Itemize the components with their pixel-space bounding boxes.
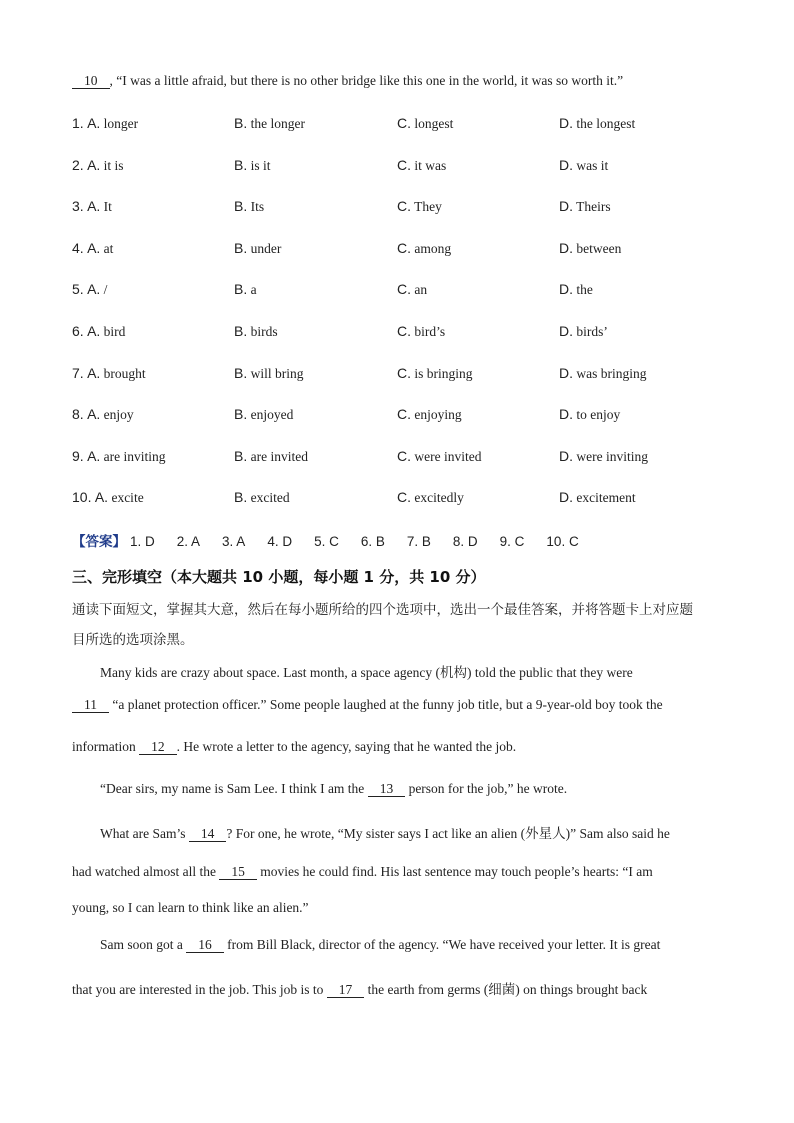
option-letter: D. (559, 115, 573, 131)
option-letter: A. (87, 115, 101, 131)
option-letter: A. (87, 406, 101, 423)
option-text: are invited (250, 448, 308, 464)
passage-text: “Dear sirs, my name is Sam Lee. I think I am the (100, 781, 365, 796)
blank-12: 12 (139, 740, 177, 755)
option-b (234, 323, 278, 340)
answer-item: 6. B (360, 534, 385, 549)
question-number: 9. (72, 447, 84, 464)
passage-text: had watched almost all the (72, 864, 216, 879)
option-text: an (414, 282, 428, 298)
option-letter: C. (397, 281, 411, 298)
option-a (72, 448, 166, 465)
option-d (559, 406, 620, 423)
option-letter: D. (559, 198, 573, 215)
option-c (397, 365, 473, 382)
answer-tag: 【答案】 (72, 534, 126, 549)
instruction-line-1: 通读下面短文，掌握其大意，然后在每小题所给的四个选项中，选出一个最佳答案，并将答题卡上对应题 (72, 602, 693, 618)
option-b (234, 406, 293, 423)
option-row (72, 157, 732, 177)
option-letter: A. (87, 198, 101, 215)
option-letter: C. (397, 239, 411, 256)
passage-text: the earth from germs (细菌) on things brought back (367, 982, 648, 997)
option-a (72, 489, 144, 506)
option-text: it was (414, 157, 447, 173)
option-text: between (576, 240, 622, 256)
option-c (397, 489, 464, 506)
passage-line-3 (72, 739, 516, 755)
option-text: the longer (250, 116, 305, 131)
option-text: bird’s (414, 324, 446, 339)
passage-line-7: young, so I can learn to think like an alien.” (72, 900, 309, 915)
option-text: excitement (576, 490, 636, 506)
option-letter: B. (234, 364, 248, 381)
option-letter: A. (94, 489, 109, 506)
passage-text: ? For one, he wrote, “My sister says I act like an alien (外星人)” Sam also said he (226, 826, 670, 841)
option-row (72, 281, 732, 301)
question-number: 10. (72, 489, 92, 506)
option-letter: B. (234, 115, 248, 131)
intro-text: , “I was a little afraid, but there is no other bridge like this one in the world, it was so worth it.” (109, 73, 624, 88)
option-letter: C. (397, 406, 411, 423)
question-number: 8. (72, 406, 84, 423)
option-c (397, 198, 442, 215)
option-d (559, 198, 611, 215)
answer-item: 5. C (314, 534, 339, 549)
passage-text: Sam soon got a (100, 937, 183, 952)
option-text: was bringing (576, 365, 647, 381)
option-d (559, 240, 621, 257)
blank-10: 10 (72, 74, 110, 89)
option-letter: B. (234, 489, 248, 506)
option-c (397, 157, 446, 174)
passage-line-1: Many kids are crazy about space. Last month, a space agency (机构) told the public that they were (100, 665, 633, 680)
option-b (234, 489, 290, 506)
option-c (397, 406, 462, 423)
option-row (72, 115, 732, 135)
option-a (72, 281, 107, 298)
option-letter: A. (87, 156, 101, 173)
option-row (72, 323, 732, 343)
passage-text: “a planet protection officer.” Some people laughed at the funny job title, but a 9-year-old boy took the (112, 697, 663, 712)
blank-13: 13 (368, 782, 406, 797)
passage-text: What are Sam’s (100, 826, 186, 841)
option-d (559, 365, 647, 382)
passage-line-8 (72, 937, 660, 953)
answer-item: 3. A (222, 534, 246, 549)
passage-text: information (72, 739, 136, 754)
option-a (72, 323, 125, 340)
blank-16: 16 (186, 938, 224, 953)
option-letter: B. (234, 406, 248, 423)
option-text: were invited (414, 448, 482, 464)
option-text: / (103, 282, 108, 298)
option-d (559, 115, 635, 132)
question-number: 2. (72, 156, 84, 173)
option-text: is bringing (414, 365, 473, 381)
intro-line (72, 73, 734, 89)
blank-17: 17 (327, 983, 365, 998)
option-row (72, 198, 732, 218)
option-c (397, 323, 445, 340)
answer-item: 8. D (452, 534, 478, 549)
option-letter: B. (234, 281, 248, 298)
passage-text: . He wrote a letter to the agency, saying that he wanted the job. (176, 739, 517, 754)
passage-text: movies he could find. His last sentence may touch people’s hearts: “I am (260, 864, 653, 879)
answer-line (72, 530, 601, 550)
option-row (72, 406, 732, 426)
option-text: were inviting (576, 448, 648, 464)
option-text: They (414, 199, 442, 215)
option-text: longer (103, 116, 139, 131)
passage-line-5 (72, 822, 670, 842)
option-text: enjoyed (250, 407, 294, 423)
question-number: 3. (72, 198, 84, 215)
option-text: enjoy (103, 407, 134, 423)
section-title: 三、完形填空（本大题共 10 小题，每小题 1 分，共 10 分） (72, 568, 486, 586)
option-d (559, 448, 648, 465)
option-text: birds (250, 324, 278, 339)
question-number: 5. (72, 281, 84, 298)
option-a (72, 198, 112, 215)
option-letter: D. (559, 156, 573, 173)
option-b (234, 115, 305, 132)
answer-item: 7. B (406, 534, 431, 549)
option-b (234, 365, 303, 382)
option-text: under (250, 240, 282, 256)
option-letter: B. (234, 156, 248, 173)
option-letter: D. (559, 364, 573, 381)
passage-text: person for the job,” he wrote. (408, 781, 568, 796)
option-a (72, 240, 113, 257)
option-text: to enjoy (576, 407, 621, 423)
option-text: longest (414, 116, 454, 131)
option-b (234, 157, 271, 174)
instruction-line-2: 目所选的选项涂黑。 (72, 632, 194, 648)
passage-line-2 (72, 697, 663, 713)
option-text: among (414, 240, 452, 256)
answer-item: 9. C (499, 534, 525, 549)
option-d (559, 157, 608, 174)
option-a (72, 365, 146, 382)
option-letter: A. (87, 447, 101, 464)
option-letter: B. (234, 323, 248, 339)
passage-line-9 (72, 978, 647, 998)
option-c (397, 115, 453, 132)
option-text: will bring (250, 365, 304, 381)
option-row (72, 489, 732, 509)
option-row (72, 448, 732, 468)
option-text: excitedly (414, 490, 464, 506)
option-letter: C. (397, 323, 411, 339)
option-text: excite (111, 490, 144, 506)
option-a (72, 115, 138, 132)
option-d (559, 323, 608, 340)
option-letter: A. (87, 239, 101, 256)
answer-items (126, 534, 601, 549)
passage-line-6 (72, 864, 653, 880)
option-d (559, 489, 636, 506)
option-b (234, 198, 264, 215)
question-number: 6. (72, 323, 84, 339)
option-row (72, 240, 732, 260)
option-text: is it (250, 157, 271, 173)
option-text: it is (103, 157, 124, 173)
option-text: a (250, 282, 257, 298)
option-letter: A. (87, 364, 101, 381)
passage-text: from Bill Black, director of the agency. “We have received your letter. It is great (227, 937, 661, 952)
option-letter: A. (87, 323, 101, 339)
option-letter: D. (559, 323, 573, 339)
option-d (559, 281, 593, 298)
blank-14: 14 (189, 827, 227, 842)
option-b (234, 448, 308, 465)
option-letter: C. (397, 198, 411, 215)
answer-item: 2. A (176, 534, 201, 549)
option-text: the (576, 282, 593, 298)
option-text: excited (250, 490, 290, 506)
option-text: Theirs (576, 199, 611, 215)
question-number: 1. (72, 115, 84, 131)
option-text: bird (103, 324, 126, 339)
option-c (397, 240, 451, 257)
option-c (397, 448, 481, 465)
option-letter: C. (397, 489, 411, 506)
answer-item: 4. D (267, 534, 293, 549)
option-c (397, 281, 427, 298)
option-text: Its (250, 199, 265, 215)
option-letter: C. (397, 156, 411, 173)
option-letter: A. (87, 281, 101, 298)
passage-text: that you are interested in the job. This job is to (72, 982, 324, 997)
blank-11: 11 (72, 698, 109, 713)
answer-item: 1. D (130, 534, 155, 549)
option-b (234, 281, 257, 298)
option-text: the longest (576, 116, 636, 131)
option-a (72, 157, 124, 174)
option-letter: C. (397, 447, 411, 464)
option-text: are inviting (103, 448, 166, 464)
option-text: birds’ (576, 324, 608, 339)
option-letter: B. (234, 198, 248, 215)
option-letter: B. (234, 239, 248, 256)
option-letter: D. (559, 406, 573, 423)
option-text: It (103, 199, 112, 215)
option-text: at (103, 240, 114, 256)
option-letter: D. (559, 281, 573, 298)
option-text: was it (576, 157, 609, 173)
option-text: enjoying (414, 407, 462, 423)
question-number: 7. (72, 364, 84, 381)
passage-line-4 (72, 781, 567, 797)
option-letter: C. (397, 364, 411, 381)
option-letter: D. (559, 447, 573, 464)
question-number: 4. (72, 239, 84, 256)
option-letter: D. (559, 489, 573, 506)
option-letter: D. (559, 239, 573, 256)
blank-15: 15 (219, 865, 257, 880)
option-row (72, 365, 732, 385)
option-text: brought (103, 365, 146, 381)
option-b (234, 240, 281, 257)
answer-item: 10. C (546, 534, 579, 549)
option-a (72, 406, 134, 423)
option-letter: B. (234, 447, 248, 464)
option-letter: C. (397, 115, 411, 131)
